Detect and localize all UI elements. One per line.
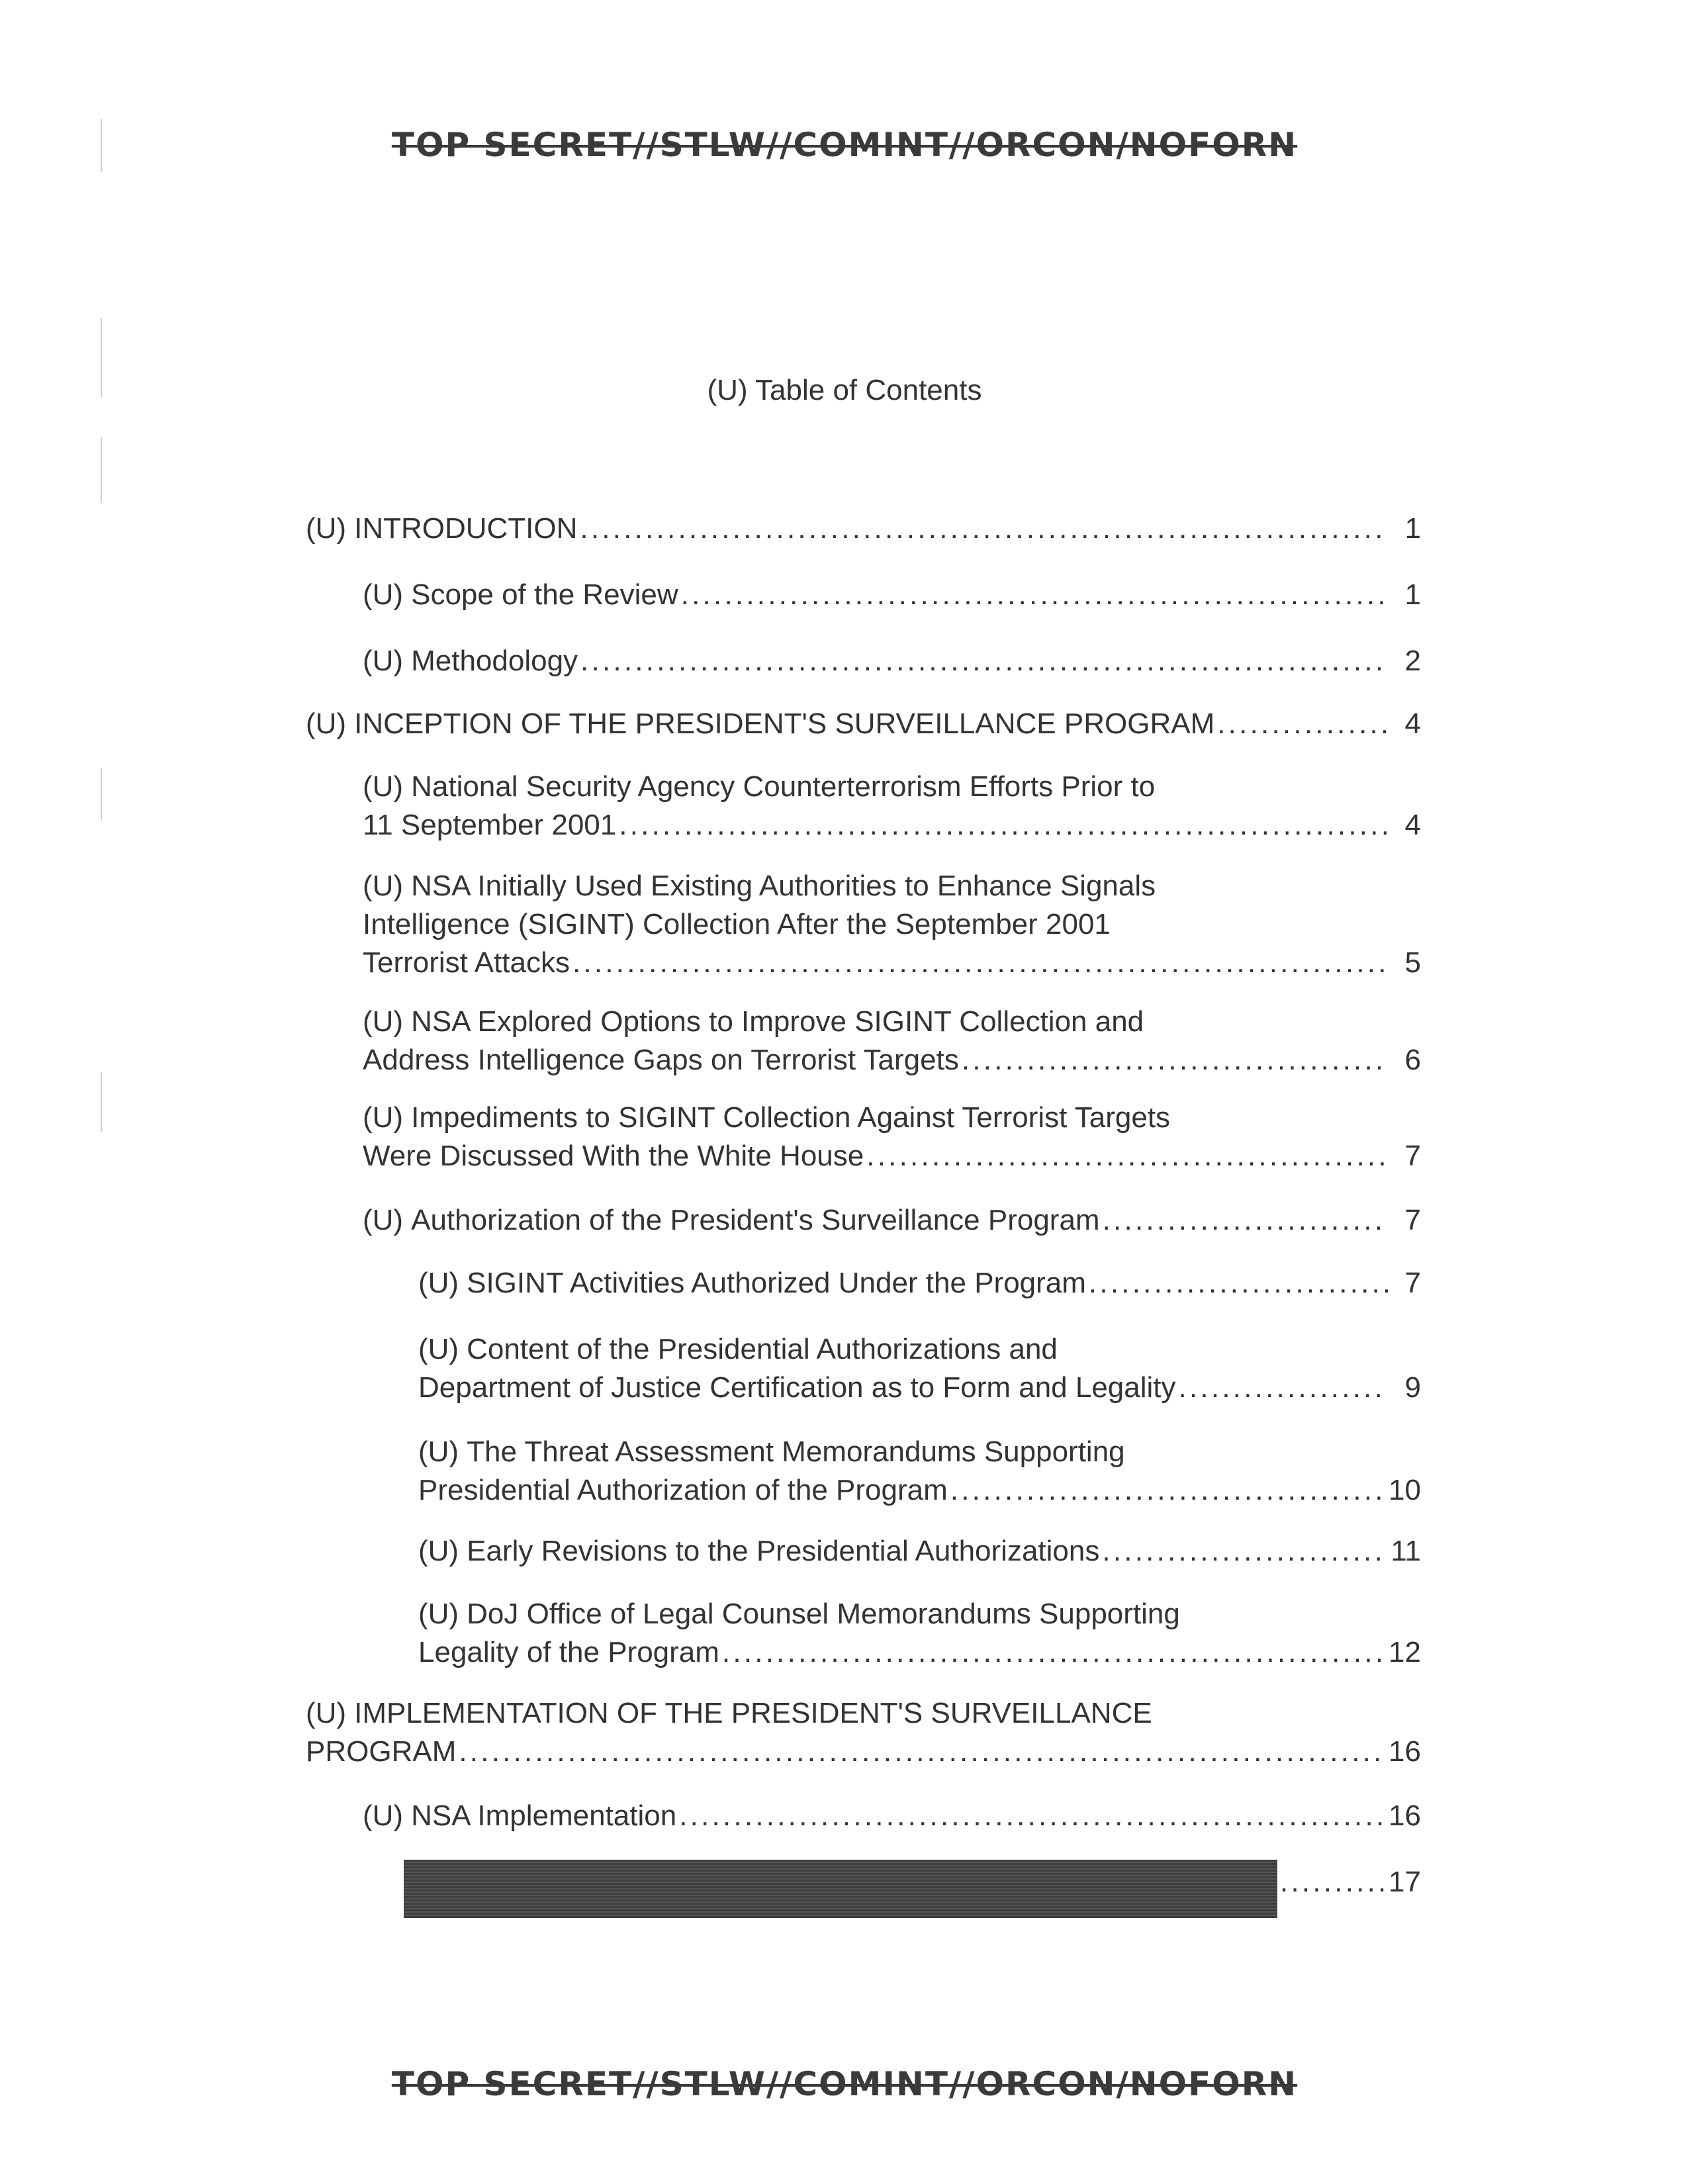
toc-entry-title: DoJ Office of Legal Counsel Memorandums Supporting xyxy=(467,1598,1180,1630)
toc-page-number: 7 xyxy=(1404,1140,1421,1172)
dot-leader xyxy=(679,1797,1386,1835)
toc-entry-scope[interactable] xyxy=(363,576,1421,614)
toc-entry-title: Scope of the Review xyxy=(411,578,678,611)
toc-entry-introduction[interactable] xyxy=(306,510,1421,548)
classification-header-text: TOP SECRET//STLW//COMINT//ORCON/NOFORN xyxy=(391,126,1298,164)
toc-entry-olc-memorandums[interactable] xyxy=(418,1595,1421,1672)
classification-marker: (U) xyxy=(306,707,347,740)
toc-entry-title: Impediments to SIGINT Collection Against Terrorist Targets xyxy=(411,1101,1171,1134)
toc-page-number: 10 xyxy=(1389,1474,1421,1506)
toc-page-number: 1 xyxy=(1404,578,1421,611)
toc-page-number: 6 xyxy=(1404,1044,1421,1076)
scan-margin-mark xyxy=(101,437,102,503)
classification-marker: (U) xyxy=(363,770,404,803)
classification-footer xyxy=(0,2065,1689,2103)
toc-page-number: 9 xyxy=(1404,1371,1421,1404)
dot-leader xyxy=(1089,1264,1388,1302)
dot-leader xyxy=(1179,1369,1388,1407)
dot-leader xyxy=(580,510,1388,548)
dot-leader xyxy=(1280,1863,1386,1901)
toc-entry-title: Early Revisions to the Presidential Authorizations xyxy=(467,1535,1100,1567)
dot-leader xyxy=(1103,1201,1388,1240)
toc-entry-inception[interactable] xyxy=(306,705,1421,743)
toc-entry-content-authorizations[interactable] xyxy=(418,1330,1421,1407)
toc-entry-title: Legality of the Program xyxy=(418,1636,719,1668)
classification-marker: (U) xyxy=(363,1799,404,1832)
toc-page-number: 4 xyxy=(1404,707,1421,740)
classification-marker: (U) xyxy=(306,1697,347,1729)
classification-header xyxy=(0,126,1689,164)
dot-leader xyxy=(950,1471,1386,1510)
classification-marker: (U) xyxy=(363,645,404,677)
toc-entry-nsa-implementation[interactable] xyxy=(363,1797,1421,1835)
redacted-block xyxy=(404,1860,1277,1918)
toc-entry-redacted[interactable] xyxy=(1277,1863,1421,1901)
toc-page-number: 1 xyxy=(1404,512,1421,545)
classification-marker: (U) xyxy=(363,1101,404,1134)
toc-entry-title: Methodology xyxy=(411,645,578,677)
page-title: (U) Table of Contents xyxy=(707,374,982,406)
toc-entry-title: INCEPTION OF THE PRESIDENT'S SURVEILLANCE PROGRAM xyxy=(354,707,1215,740)
toc-page-number: 2 xyxy=(1404,645,1421,677)
toc-page-number: 17 xyxy=(1389,1866,1421,1898)
toc-entry-existing-authorities[interactable] xyxy=(363,867,1421,982)
toc-entry-authorization[interactable] xyxy=(363,1201,1421,1240)
toc-entry-title: Content of the Presidential Authorizations and xyxy=(467,1333,1058,1365)
classification-footer-text: TOP SECRET//STLW//COMINT//ORCON/NOFORN xyxy=(391,2065,1298,2103)
toc-page-number: 4 xyxy=(1404,809,1421,841)
toc-entry-title: NSA Explored Options to Improve SIGINT Collection and xyxy=(411,1005,1144,1038)
classification-marker: (U) xyxy=(418,1535,459,1567)
toc-entry-methodology[interactable] xyxy=(363,642,1421,680)
toc-page-number: 16 xyxy=(1389,1799,1421,1832)
classification-marker: (U) xyxy=(306,512,347,545)
toc-entry-title: National Security Agency Counterterrorism Efforts Prior to xyxy=(411,770,1156,803)
toc-entry-impediments[interactable] xyxy=(363,1099,1421,1175)
toc-entry-title: Intelligence (SIGINT) Collection After the September 2001 xyxy=(363,908,1111,940)
toc-entry-title: Address Intelligence Gaps on Terrorist Targets xyxy=(363,1044,959,1076)
classification-marker: (U) xyxy=(418,1333,459,1365)
dot-leader xyxy=(580,642,1388,680)
toc-page-number: 7 xyxy=(1404,1267,1421,1299)
toc-entry-sigint-activities[interactable] xyxy=(418,1264,1421,1302)
toc-entry-title: PROGRAM xyxy=(306,1735,457,1768)
toc-entry-title: Presidential Authorization of the Program xyxy=(418,1474,948,1506)
toc-page-number: 7 xyxy=(1404,1204,1421,1236)
toc-entry-title: 11 September 2001 xyxy=(363,809,617,841)
dot-leader xyxy=(962,1041,1388,1079)
toc-entry-nsa-ct-efforts[interactable] xyxy=(363,768,1421,844)
toc-entry-title: NSA Initially Used Existing Authorities to Enhance Signals xyxy=(411,870,1156,902)
dot-leader xyxy=(572,944,1388,982)
dot-leader xyxy=(722,1633,1386,1672)
toc-entry-title: The Threat Assessment Memorandums Supporting xyxy=(467,1435,1125,1468)
dot-leader xyxy=(681,576,1388,614)
dot-leader xyxy=(1102,1532,1388,1570)
toc-entry-title: SIGINT Activities Authorized Under the Program xyxy=(467,1267,1086,1299)
toc-entry-implementation[interactable] xyxy=(306,1694,1421,1771)
toc-page-number: 5 xyxy=(1404,946,1421,979)
toc-entry-title: IMPLEMENTATION OF THE PRESIDENT'S SURVEILLANCE xyxy=(354,1697,1152,1729)
classification-marker: (U) xyxy=(363,1005,404,1038)
toc-page-number: 11 xyxy=(1391,1535,1421,1567)
toc-entry-explored-options[interactable] xyxy=(363,1003,1421,1079)
classification-marker: (U) xyxy=(418,1267,459,1299)
toc-entry-threat-assessment[interactable] xyxy=(418,1433,1421,1510)
dot-leader xyxy=(866,1137,1388,1175)
dot-leader xyxy=(619,806,1388,844)
toc-entry-title: NSA Implementation xyxy=(411,1799,677,1832)
toc-page-number: 12 xyxy=(1389,1636,1421,1668)
toc-entry-title: Department of Justice Certification as to Form and Legality xyxy=(418,1371,1176,1404)
toc-page-number: 16 xyxy=(1389,1735,1421,1768)
toc-entry-title: Terrorist Attacks xyxy=(363,946,570,979)
classification-marker: (U) xyxy=(418,1435,459,1468)
classification-marker: (U) xyxy=(363,1204,404,1236)
classification-marker: (U) xyxy=(418,1598,459,1630)
scan-margin-mark xyxy=(101,768,102,821)
toc-entry-title: INTRODUCTION xyxy=(354,512,578,545)
toc-entry-title: Were Discussed With the White House xyxy=(363,1140,864,1172)
scan-margin-mark xyxy=(101,1072,102,1132)
classification-marker: (U) xyxy=(363,870,404,902)
toc-entry-early-revisions[interactable] xyxy=(418,1532,1421,1570)
classification-marker: (U) xyxy=(363,578,404,611)
dot-leader xyxy=(459,1733,1386,1771)
toc-entry-title: Authorization of the President's Surveillance Program xyxy=(411,1204,1100,1236)
dot-leader xyxy=(1217,705,1388,743)
